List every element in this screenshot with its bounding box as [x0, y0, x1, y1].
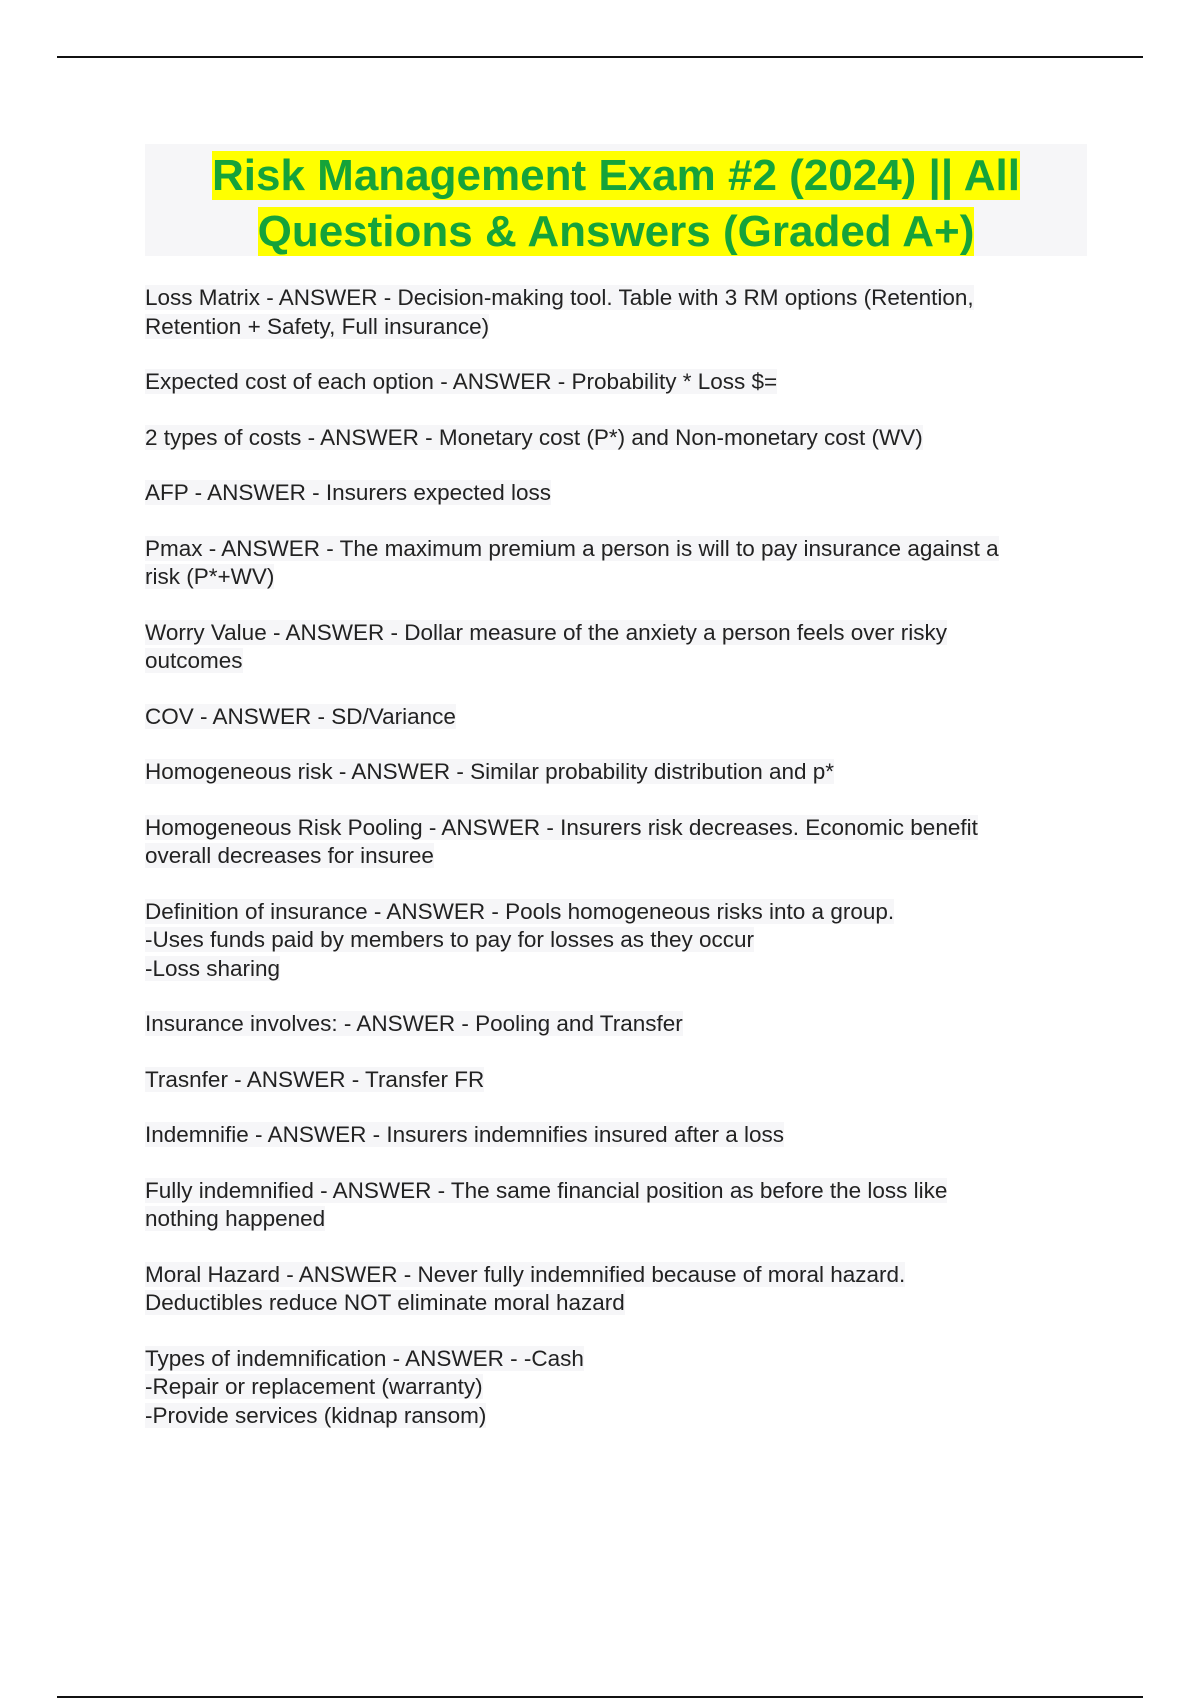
- qa-entry: [145, 1121, 1075, 1150]
- qa-entry-text: Pmax - ANSWER - The maximum premium a person is will to pay insurance against a risk (P*+WV): [145, 535, 999, 589]
- qa-entry: [145, 619, 1075, 676]
- qa-entry: [145, 898, 1075, 984]
- qa-entry-text: Homogeneous Risk Pooling - ANSWER - Insurers risk decreases. Economic benefit overall decreases for insuree: [145, 814, 978, 868]
- qa-entry: [145, 703, 1075, 732]
- qa-entry-text: Definition of insurance - ANSWER - Pools homogeneous risks into a group. -Uses funds paid by members to pay for losses as they occur -Loss sharing: [145, 898, 895, 981]
- qa-entry-text: Trasnfer - ANSWER - Transfer FR: [145, 1066, 485, 1092]
- document-title-text: Risk Management Exam #2 (2024) || All Questions & Answers (Graded A+): [212, 151, 1020, 256]
- document-title: [145, 144, 1087, 260]
- qa-entry-text: Types of indemnification - ANSWER - -Cash -Repair or replacement (warranty) -Provide services (kidnap ransom): [145, 1345, 584, 1428]
- qa-entry: [145, 1066, 1075, 1095]
- qa-entry-text: 2 types of costs - ANSWER - Monetary cost (P*) and Non-monetary cost (WV): [145, 424, 923, 450]
- qa-entry-text: Expected cost of each option - ANSWER - Probability * Loss $=: [145, 369, 778, 394]
- qa-entry-text: Homogeneous risk - ANSWER - Similar probability distribution and p*: [145, 759, 835, 784]
- qa-entry: [145, 1177, 1075, 1234]
- qa-entry: [145, 284, 1075, 341]
- qa-entry-text: Fully indemnified - ANSWER - The same financial position as before the loss like nothing happened: [145, 1177, 948, 1231]
- qa-entry-text: Loss Matrix - ANSWER - Decision-making tool. Table with 3 RM options (Retention, Retention + Safety, Full insurance): [145, 285, 974, 339]
- qa-entry-text: Insurance involves: - ANSWER - Pooling and Transfer: [145, 1011, 683, 1036]
- qa-entry: [145, 1345, 1075, 1431]
- qa-list: [145, 284, 1075, 1457]
- qa-entry-text: AFP - ANSWER - Insurers expected loss: [145, 480, 551, 505]
- title-block: [145, 144, 1087, 256]
- qa-entry: [145, 814, 1075, 871]
- qa-entry: [145, 368, 1075, 397]
- qa-entry-text: Indemnifie - ANSWER - Insurers indemnifies insured after a loss: [145, 1122, 784, 1147]
- qa-entry: [145, 1010, 1075, 1039]
- qa-entry-text: Moral Hazard - ANSWER - Never fully indemnified because of moral hazard. Deductibles reduce NOT eliminate moral hazard: [145, 1261, 906, 1315]
- qa-entry-text: COV - ANSWER - SD/Variance: [145, 703, 456, 729]
- qa-entry: [145, 758, 1075, 787]
- page-bottom-rule: [57, 1696, 1143, 1698]
- qa-entry: [145, 479, 1075, 508]
- qa-entry: [145, 424, 1075, 453]
- qa-entry-text: Worry Value - ANSWER - Dollar measure of the anxiety a person feels over risky outcomes: [145, 619, 947, 673]
- qa-entry: [145, 535, 1075, 592]
- qa-entry: [145, 1261, 1075, 1318]
- page-top-rule: [57, 56, 1143, 58]
